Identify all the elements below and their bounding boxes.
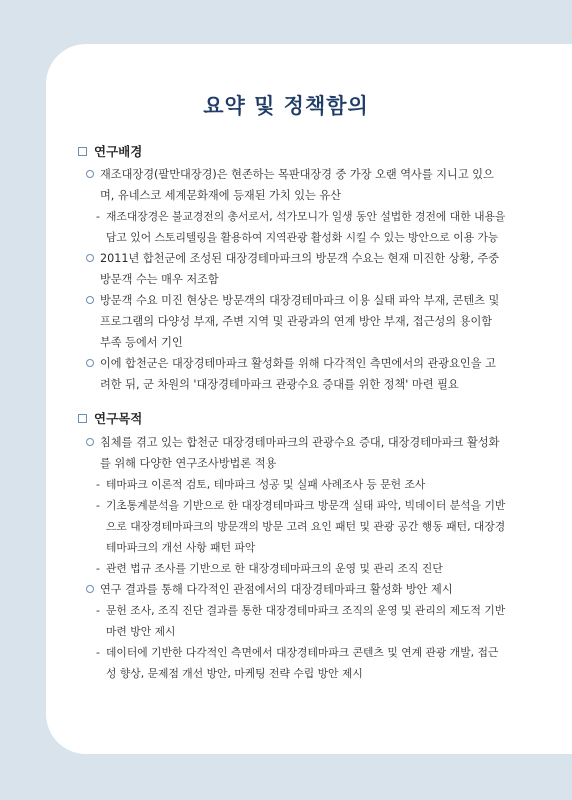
circle-bullet-icon (86, 296, 94, 304)
circle-bullet-icon (86, 170, 94, 178)
dash-bullet-icon: - (96, 478, 100, 491)
list-item: 이에 합천군은 대장경테마파크 활성화를 위해 다각적인 측면에서의 관광요인을 고려한 뒤, 군 차원의 '대장경테마파크 관광수요 증대를 위한 정책' 마련 필요 (86, 353, 506, 395)
list-item: 방문객 수요 미진 현상은 방문객의 대장경테마파크 이용 실태 파악 부재, 콘텐츠 및 프로그램의 다양성 부재, 주변 지역 및 관광과의 연계 방안 부재, 접근성의 용이함 부족 등에서 기인 (86, 290, 506, 353)
list-item: 재조대장경(팔만대장경)은 현존하는 목판대장경 중 가장 오랜 역사를 지니고 있으며, 유네스코 세계문화재에 등재된 가치 있는 유산 (86, 164, 506, 206)
sub-list-item: - 재조대장경은 불교경전의 총서로서, 석가모니가 일생 동안 설법한 경전에 대한 내용을 담고 있어 스토리텔링을 활용하여 지역관광 활성화 시킬 수 있는 방안으로 이용 가능 (96, 206, 506, 248)
list-item: 연구 결과를 통해 다각적인 관점에서의 대장경테마파크 활성화 방안 제시 (86, 579, 506, 600)
dash-bullet-icon: - (96, 604, 100, 617)
square-bullet-icon (78, 147, 87, 156)
list-item: 2011년 합천군에 조성된 대장경테마파크의 방문객 수요는 현재 미진한 상황, 주중 방문객 수는 매우 저조함 (86, 248, 506, 290)
dash-bullet-icon: - (96, 210, 100, 223)
section-heading-label: 연구배경 (94, 144, 143, 159)
sub-list-item: - 기초통계분석을 기반으로 한 대장경테마파크 방문객 실태 파악, 빅데이터 분석을 기반으로 대장경테마파크의 방문객의 방문 고려 요인 패턴 및 관광 공간 행동 패턴, 대장경테마파크의 개선 사항 패턴 파악 (96, 495, 506, 558)
sub-list-item: - 데이터에 기반한 다각적인 측면에서 대장경테마파크 콘텐츠 및 연계 관광 개발, 접근성 향상, 문제점 개선 방안, 마케팅 전략 수립 방안 제시 (96, 642, 506, 684)
square-bullet-icon (78, 414, 87, 423)
section-heading-background (78, 142, 142, 160)
circle-bullet-icon (86, 359, 94, 367)
sub-list-item: - 문헌 조사, 조직 진단 결과를 통한 대장경테마파크 조직의 운영 및 관리의 제도적 기반 마련 방안 제시 (96, 600, 506, 642)
section-heading-purpose (78, 409, 142, 427)
circle-bullet-icon (86, 438, 94, 446)
dash-bullet-icon: - (96, 646, 100, 659)
circle-bullet-icon (86, 254, 94, 262)
dash-bullet-icon: - (96, 562, 100, 575)
sub-list-item: - 테마파크 이론적 검토, 테마파크 성공 및 실패 사례조사 등 문헌 조사 (96, 474, 506, 495)
dash-bullet-icon: - (96, 499, 100, 512)
section-heading-label: 연구목적 (94, 411, 143, 426)
list-item: 침체를 겪고 있는 합천군 대장경테마파크의 관광수요 증대, 대장경테마파크 활성화를 위해 다양한 연구조사방법론 적용 (86, 432, 506, 474)
page-title: 요약 및 정책함의 (203, 94, 369, 118)
circle-bullet-icon (86, 585, 94, 593)
sub-list-item: - 관련 법규 조사를 기반으로 한 대장경테마파크의 운영 및 관리 조직 진단 (96, 558, 506, 579)
